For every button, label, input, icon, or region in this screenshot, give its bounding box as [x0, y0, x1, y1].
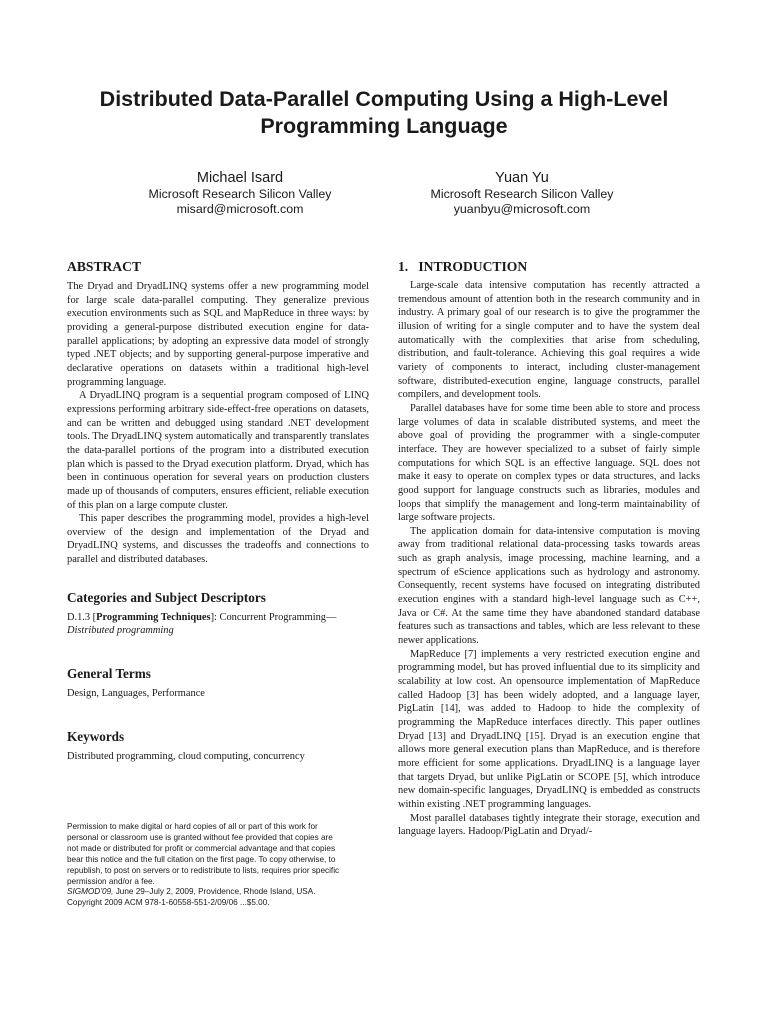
introduction-paragraph: MapReduce [7] implements a very restricted execution engine and programming model, but has proved influential due to its simplicity and scalability at low cost. An opensource implementation of MapReduce called Hadoop [3] has been widely adopted, and a language layer, PigLatin [14], was added to Hadoop to hide the complexity of programming the MapReduce interfaces directly. This paper outlines Dryad [13] and DryadLINQ [15]. Dryad is an execution engine that allows more general execution plans than MapReduce, and is therefore more efficient for some applications. DryadLINQ is a language layer that targets Dryad, but unlike PigLatin or SCOPE [5], which introduce new domain-specific languages, DryadLINQ is embedded as constructs within existing .NET programming languages.	[398, 648, 700, 810]
author-email: yuanbyu@microsoft.com	[453, 202, 591, 216]
right-column	[398, 258, 700, 839]
categories-text	[67, 611, 369, 638]
keywords-text: Distributed programming, cloud computing, concurrency	[67, 750, 305, 762]
venue-name: SIGMOD’09,	[67, 887, 114, 897]
keywords-heading: Keywords	[67, 728, 125, 744]
author-name: Yuan Yu	[495, 170, 549, 186]
introduction-paragraph: Large-scale data intensive computation has recently attracted a tremendous amount of attention both in the research community and in industry. A primary goal of our research is to give the programmer the illusion of writing for a single computer and to have the system deal automatically with the complexities that arise from scheduling, distribution, and fault-tolerance. Achieving this goal requires a wide variety of components to interact, including cluster-management software, distributed-execution engine, language constructs, parallel compilers, and development tools.	[398, 280, 700, 401]
paper-title	[40, 86, 728, 140]
introduction-paragraph: Parallel databases have for some time been able to store and process large volumes of data in scalable distributed systems, and meet the above goal of providing the programmer with a single-computer interface. They are however specialized to a subset of fairly simple computations for which SQL is an effective language. SQL does not make it easy to operate on complex types or data structures, and lacks good support for language constructs such as libraries, modules and loops that simplify the management and long-term maintainability of large software projects.	[398, 402, 700, 524]
keywords-section	[67, 728, 369, 764]
general-terms-text: Design, Languages, Performance	[67, 688, 205, 700]
permission-line: bear this notice and the full citation on the first page. To copy otherwise, to	[67, 854, 336, 864]
author-name: Michael Isard	[196, 170, 284, 186]
abstract-heading: ABSTRACT	[67, 259, 142, 274]
categories-section	[67, 589, 369, 638]
categories-rest: ]: Concurrent Programming—	[210, 611, 337, 623]
introduction-paragraph: The application domain for data-intensive computation is moving away from traditional relational data-processing tasks towards areas such as graph analysis, image processing, machine learning, and a spectrum of eScience applications such as hydrology and astronomy. Consequently, recent systems have focused on integrating distributed execution engines with a standard high-level language such as C++, Java or C#. At the same time they have abandoned standard database features such as transactions and tables, which are less relevant to these newer applications.	[398, 525, 700, 647]
categories-heading: Categories and Subject Descriptors	[67, 589, 266, 605]
abstract-paragraph: This paper describes the programming model, provides a high-level overview of the design and implementation of the Dryad and DryadLINQ systems, and discusses the tradeoffs and connections to parallel and distributed databases.	[67, 513, 369, 566]
introduction-heading: 1. INTRODUCTION	[398, 259, 528, 274]
copyright-line: Copyright 2009 ACM 978-1-60558-551-2/09/06 ...$5.00.	[67, 898, 270, 908]
paper-title-line-1: Distributed Data-Parallel Computing Using a High-Level	[99, 87, 669, 111]
venue-details: June 29–July 2, 2009, Providence, Rhode Island, USA.	[113, 887, 316, 897]
author-affiliation: Microsoft Research Silicon Valley	[430, 187, 614, 201]
categories-code: D.1.3 [	[67, 611, 97, 623]
author-block-1	[90, 169, 390, 217]
left-column	[67, 258, 369, 763]
author-block-2	[372, 169, 672, 217]
permission-line: personal or classroom use is granted without fee provided that copies are	[67, 832, 333, 842]
permission-line: republish, to post on servers or to redistribute to lists, requires prior specific	[67, 865, 340, 875]
abstract-paragraph: A DryadLINQ program is a sequential program composed of LINQ expressions performing arbitrary side-effect-free operations on datasets, and can be written and debugged using standard .NET development tools. The DryadLINQ system automatically and transparently translates the data-parallel portions of the program into a distributed execution plan which is passed to the Dryad execution platform. Dryad, which has been in continuous operation for several years on production clusters made up of thousands of computers, ensures efficient, reliable execution of this plan on a large compute cluster.	[67, 390, 369, 511]
general-terms-section	[67, 665, 369, 701]
general-terms-heading: General Terms	[67, 666, 151, 682]
abstract-paragraph: The Dryad and DryadLINQ systems offer a new programming model for large scale data-parallel computing. They generalize previous execution environments such as SQL and MapReduce in three ways: by providing a general-purpose distributed execution engine for data-parallel applications; by adopting an expressive data model of strongly typed .NET objects; and by supporting general-purpose imperative and declarative operations on datasets within a traditional high-level programming language.	[67, 281, 369, 388]
author-affiliation: Microsoft Research Silicon Valley	[148, 187, 332, 201]
venue-line	[67, 887, 369, 898]
permission-line: Permission to make digital or hard copies of all or part of this work for	[67, 822, 318, 831]
permission-line: permission and/or a fee.	[67, 876, 155, 886]
author-email: misard@microsoft.com	[176, 202, 304, 216]
introduction-paragraph: Most parallel databases tightly integrate their storage, execution and language layers. Hadoop/PigLatin and Dryad/-	[398, 812, 700, 838]
permission-line: not made or distributed for profit or commercial advantage and that copies	[67, 843, 336, 853]
categories-italic: Distributed programming	[67, 625, 174, 637]
categories-bold: Programming Techniques	[96, 611, 211, 623]
permission-notice	[67, 822, 369, 909]
paper-title-line-2: Programming Language	[260, 114, 508, 138]
